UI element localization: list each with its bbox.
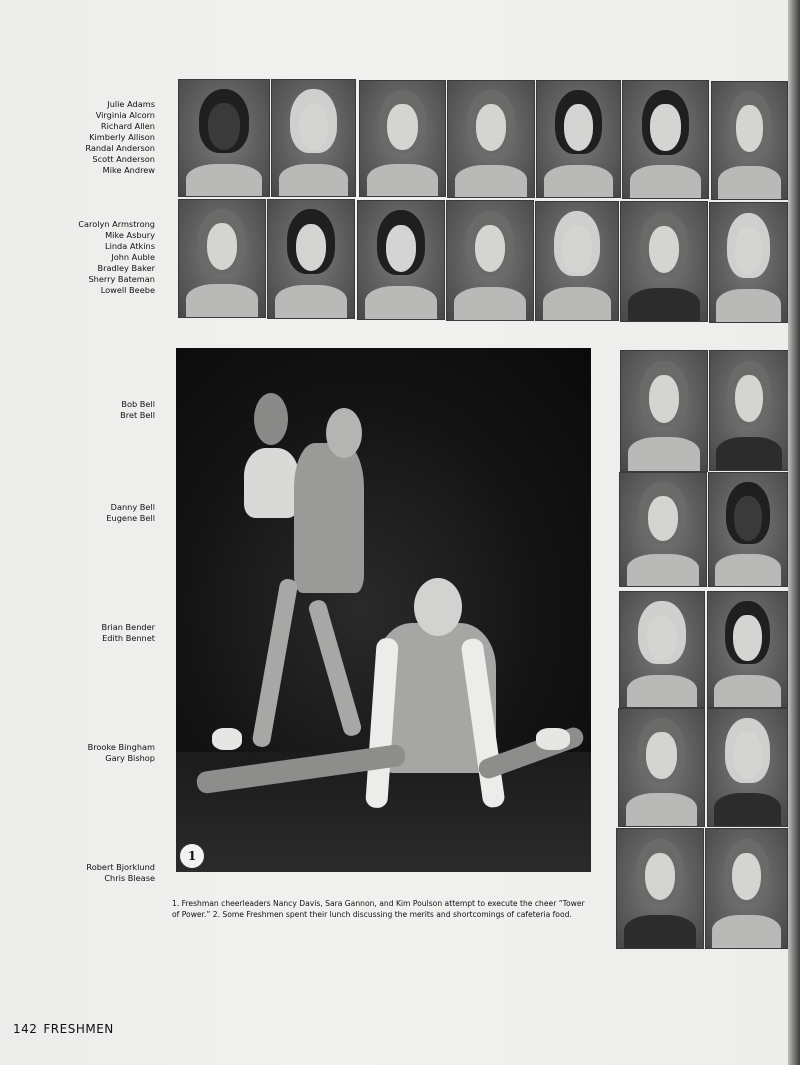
student-name: Robert Bjorklund (86, 862, 155, 872)
cheerleader-photo (176, 348, 591, 872)
student-name: Gary Bishop (105, 753, 155, 763)
student-portrait (535, 201, 619, 321)
student-portrait (711, 81, 788, 200)
name-list-row-2 (78, 219, 155, 296)
student-name: Eugene Bell (106, 513, 155, 523)
student-portrait (359, 80, 446, 197)
student-name: Lowell Beebe (100, 285, 155, 295)
student-name: Bob Bell (121, 399, 155, 409)
student-portrait (618, 708, 705, 827)
book-spine-shadow (788, 0, 800, 1065)
student-name: Bret Bell (120, 410, 155, 420)
student-portrait (705, 828, 788, 949)
student-portrait (708, 472, 788, 587)
student-name: Randal Anderson (85, 143, 155, 153)
student-portrait (616, 828, 704, 949)
student-name: Mike Andrew (102, 165, 155, 175)
student-portrait (536, 80, 621, 198)
student-portrait (709, 350, 789, 471)
name-list-row-4 (106, 502, 155, 524)
student-portrait (178, 79, 270, 197)
student-name: Carolyn Armstrong (78, 219, 155, 229)
student-name: Richard Allen (100, 121, 155, 131)
student-portrait (620, 350, 708, 472)
student-name: Edith Bennet (102, 633, 155, 643)
student-portrait (622, 80, 709, 199)
page-folio (13, 1022, 114, 1036)
student-name: Kimberly Allison (89, 132, 155, 142)
name-list-row-7 (86, 862, 155, 884)
name-list-row-3 (120, 399, 155, 421)
student-name: John Auble (111, 252, 155, 262)
student-name: Brooke Bingham (87, 742, 155, 752)
student-portrait (707, 591, 788, 708)
student-portrait (707, 708, 788, 827)
student-portrait (619, 472, 707, 587)
student-name: Linda Atkins (105, 241, 155, 251)
student-portrait (267, 199, 355, 319)
student-name: Brian Bender (101, 622, 155, 632)
student-portrait (447, 80, 535, 198)
name-list-row-6 (88, 742, 155, 764)
student-portrait (709, 202, 788, 323)
student-portrait (357, 200, 445, 320)
photo-caption: 1. Freshman cheerleaders Nancy Davis, Sara Gannon, and Kim Poulson attempt to execute the cheer “Tower of Power.” 2. Some Freshmen spent their lunch discussing the merits and shortcomings of cafeteria food. (172, 899, 585, 919)
name-list-row-5 (101, 622, 155, 644)
student-name: Danny Bell (110, 502, 155, 512)
student-portrait (619, 591, 705, 708)
student-portrait (620, 201, 708, 322)
student-name: Sherry Bateman (88, 274, 155, 284)
student-portrait (178, 199, 266, 318)
section-title: FRESHMEN (43, 1022, 114, 1036)
student-name: Julie Adams (107, 99, 155, 109)
student-name: Chris Blease (104, 873, 155, 883)
student-name: Scott Anderson (92, 154, 155, 164)
student-portrait (446, 200, 534, 321)
student-name: Mike Asbury (105, 230, 155, 240)
name-list-row-1 (85, 99, 155, 176)
student-name: Virginia Alcorn (95, 110, 155, 120)
photo-number-badge: 1 (180, 844, 204, 868)
student-portrait (271, 79, 356, 197)
page-number: 142 (13, 1022, 38, 1036)
student-name: Bradley Baker (97, 263, 155, 273)
